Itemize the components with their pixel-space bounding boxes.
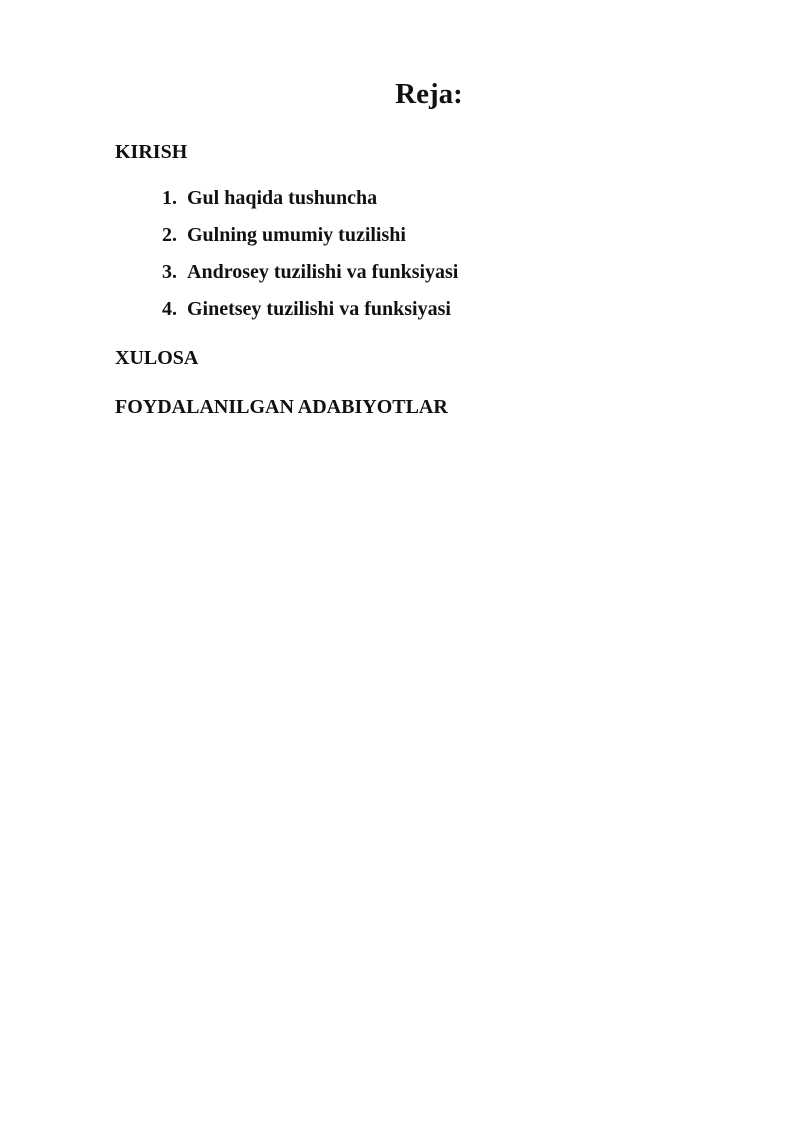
page-title: Reja: <box>395 78 463 110</box>
plan-list-item <box>162 297 458 334</box>
plan-item-number: 4. <box>162 298 177 320</box>
plan-item-number: 3. <box>162 261 177 283</box>
section-heading-intro: KIRISH <box>115 141 188 163</box>
plan-list-item <box>162 260 458 297</box>
section-heading-conclusion: XULOSA <box>115 347 199 369</box>
plan-item-text: Androsey tuzilishi va funksiyasi <box>187 261 459 283</box>
plan-item-text: Gul haqida tushuncha <box>187 187 378 209</box>
plan-item-text: Ginetsey tuzilishi va funksiyasi <box>187 298 451 320</box>
plan-item-number: 1. <box>162 187 177 209</box>
plan-list-item <box>162 223 458 260</box>
plan-list <box>162 186 458 334</box>
plan-list-item <box>162 186 458 223</box>
section-heading-references: FOYDALANILGAN ADABIYOTLAR <box>115 396 448 418</box>
plan-item-number: 2. <box>162 224 177 246</box>
plan-item-text: Gulning umumiy tuzilishi <box>187 224 406 246</box>
